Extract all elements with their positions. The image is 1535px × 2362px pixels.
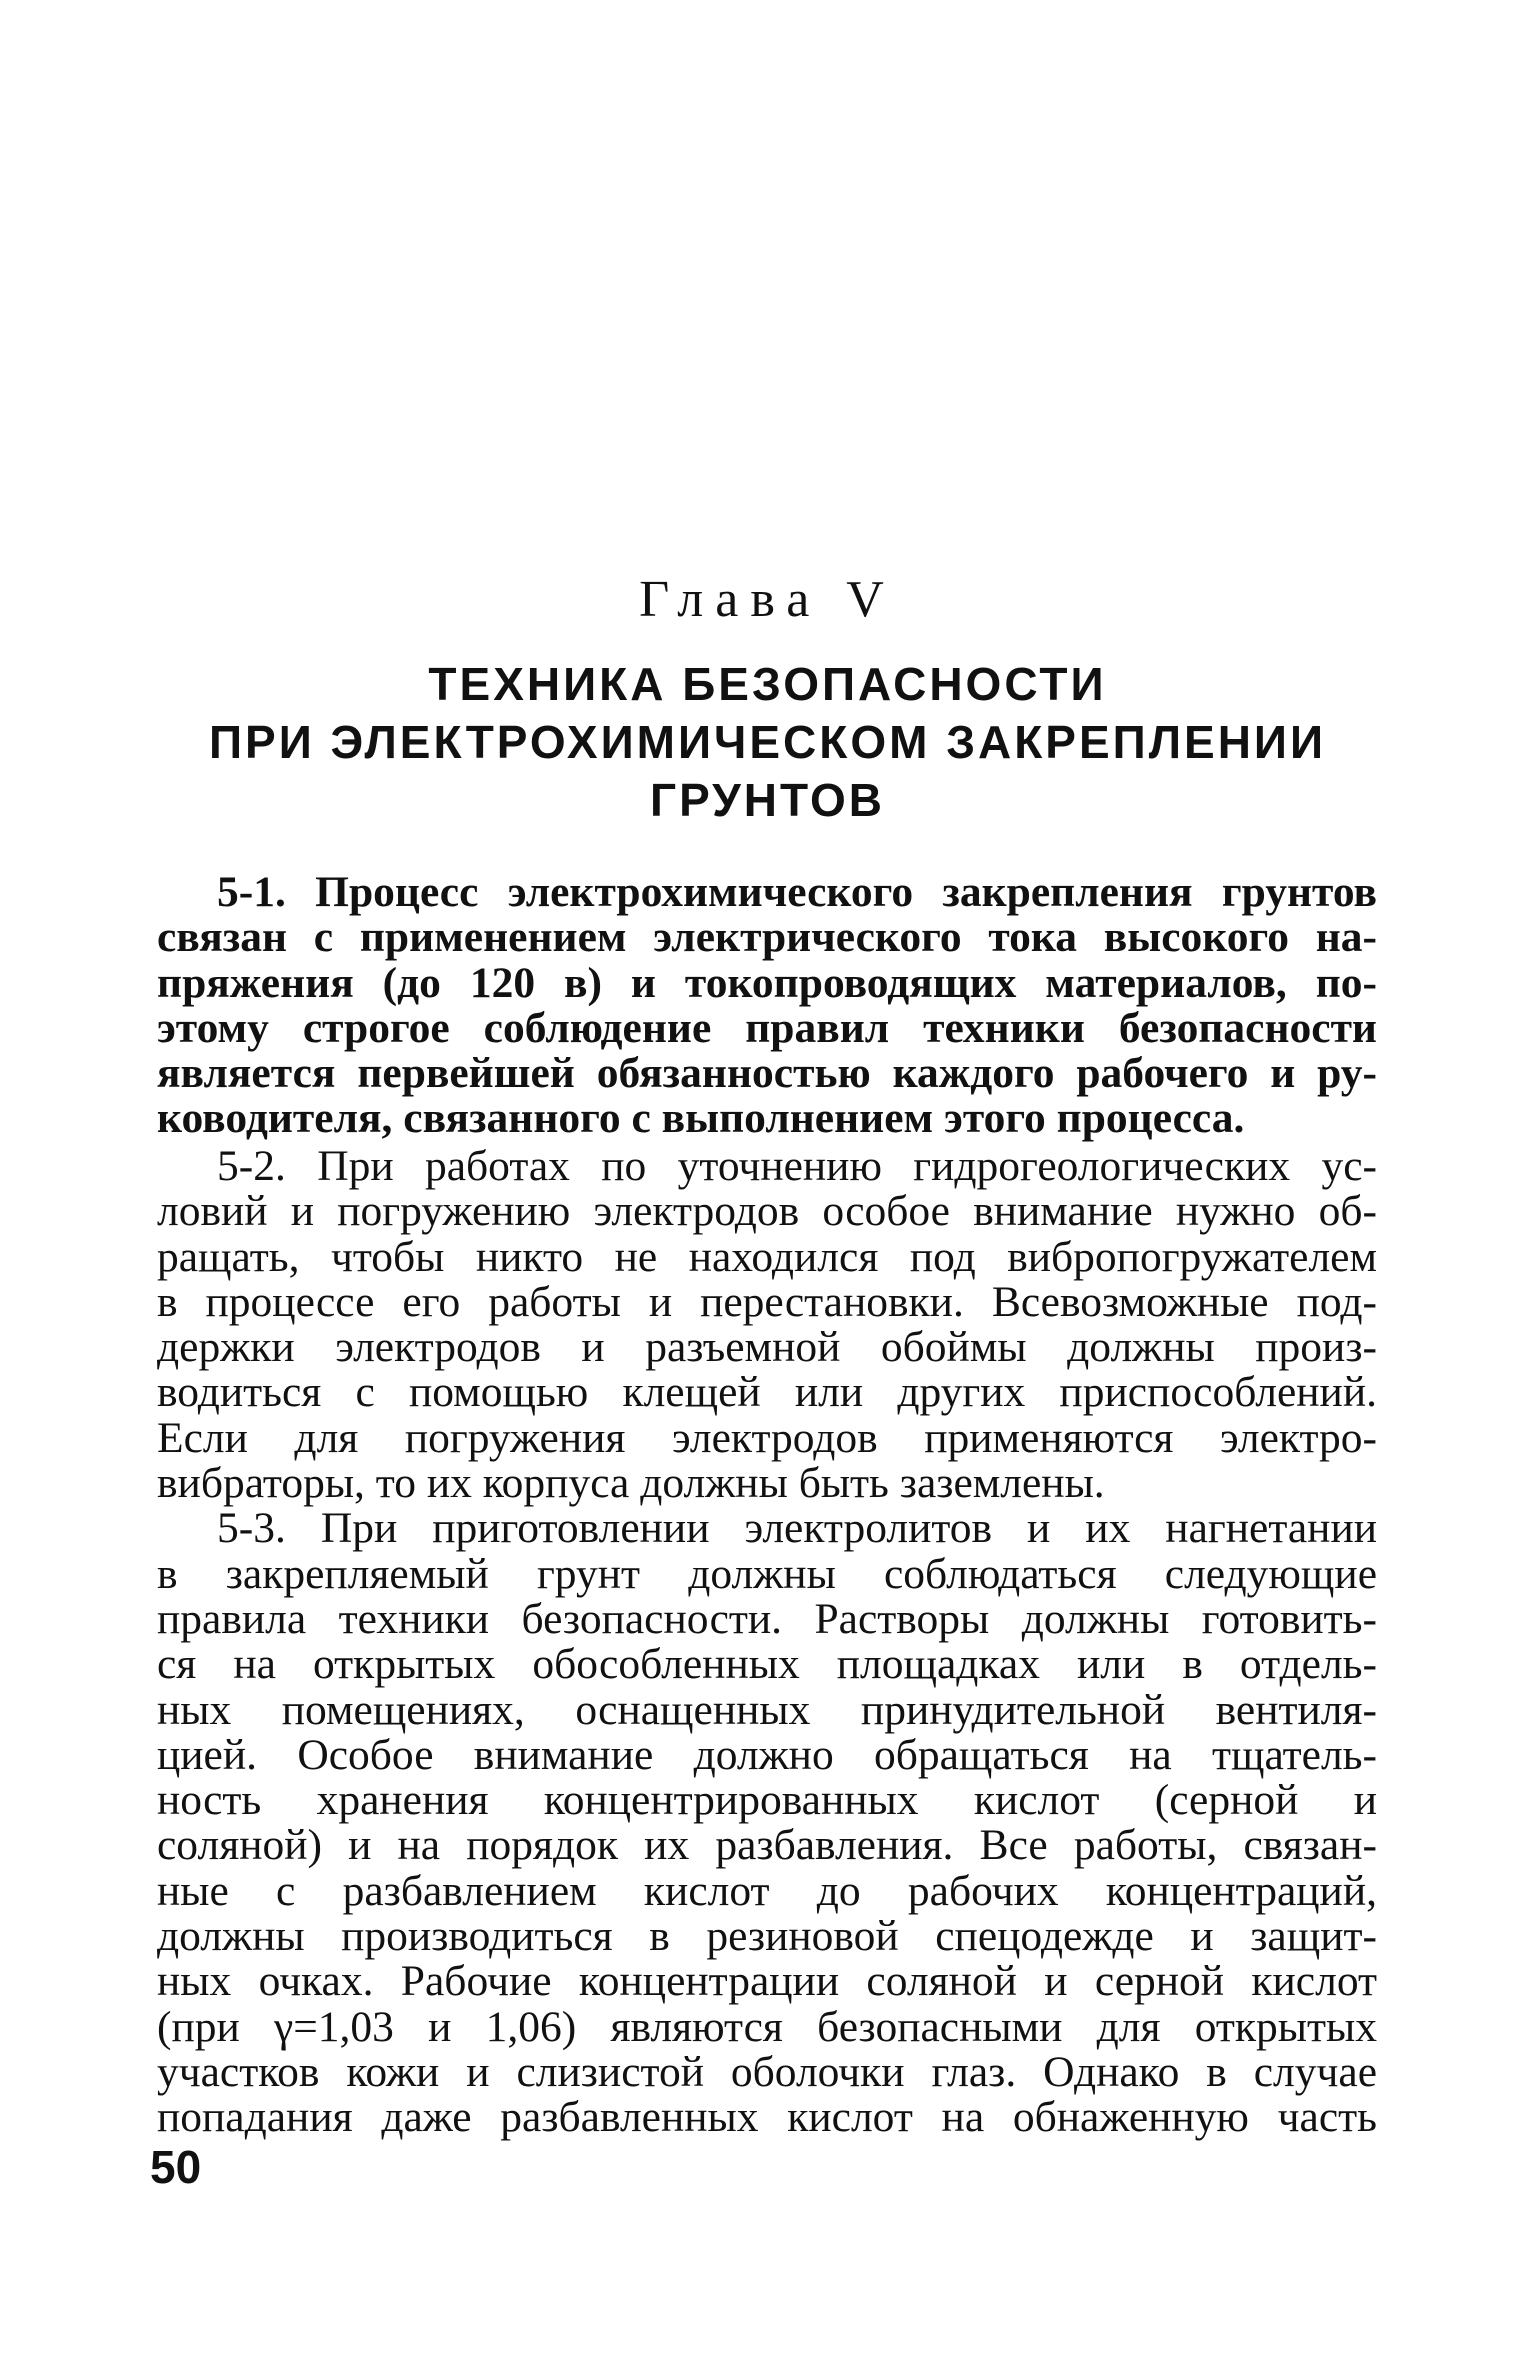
paragraph-line: ся на открытых обособленных площадках или в отдель- xyxy=(157,1640,1377,1689)
paragraph-line: ных очках. Рабочие концентрации соляной и серной кислот xyxy=(157,1957,1377,2006)
chapter-title-line: ПРИ ЭЛЕКТРОХИМИЧЕСКОМ ЗАКРЕПЛЕНИИ xyxy=(208,716,1327,768)
paragraph-line: ность хранения концентрированных кислот (серной и xyxy=(157,1776,1377,1825)
paragraph-line: вибраторы, то их корпуса должны быть заземлены. xyxy=(157,1459,1105,1508)
paragraph-line: в процессе его работы и перестановки. Всевозможные под- xyxy=(157,1277,1377,1326)
paragraph-line: в закрепляемый грунт должны соблюдаться следующие xyxy=(157,1549,1377,1598)
paragraph-line: 5-2. При работах по уточнению гидрогеологических ус- xyxy=(217,1142,1377,1190)
paragraph-line: этому строгое соблюдение правил техники безопасности xyxy=(157,1003,1377,1052)
paragraph-line: цией. Особое внимание должно обращаться на тщатель- xyxy=(157,1730,1377,1779)
paragraph-line: соляной) и на порядок их разбавления. Все работы, связан- xyxy=(157,1821,1377,1870)
paragraph-line: ловий и погружению электродов особое внимание нужно об- xyxy=(157,1187,1377,1236)
paragraph-line: ководителя, связанного с выполнением этого процесса. xyxy=(157,1094,1245,1143)
paragraph-line: 5-3. При приготовлении электролитов и их нагнетании xyxy=(217,1504,1377,1553)
paragraph-line: пряжения (до 120 в) и токопроводящих материалов, по- xyxy=(157,958,1377,1007)
paragraph-line: водиться с помощью клещей или других приспособлений. xyxy=(157,1368,1377,1417)
paragraph-line: ращать, чтобы никто не находился под вибропогружателем xyxy=(157,1232,1377,1281)
chapter-title-line: ТЕХНИКА БЕЗОПАСНОСТИ xyxy=(428,658,1107,710)
paragraph-line: ные с разбавлением кислот до рабочих концентраций, xyxy=(157,1866,1377,1915)
paragraph-line: участков кожи и слизистой оболочки глаз. Однако в случае xyxy=(157,2047,1377,2096)
paragraph-line: должны производиться в резиновой спецодежде и защит- xyxy=(157,1912,1377,1961)
section-5-1-paragraph xyxy=(157,870,1377,1142)
paragraph-line: попадания даже разбавленных кислот на обнаженную часть xyxy=(157,2093,1377,2142)
section-5-2-paragraph xyxy=(157,1144,1377,1506)
section-5-3-paragraph xyxy=(157,1506,1377,2140)
paragraph-line: правила техники безопасности. Растворы должны готовить- xyxy=(157,1594,1377,1643)
page-number: 50 xyxy=(150,2141,202,2193)
paragraph-line: Если для погружения электродов применяются электро- xyxy=(157,1413,1377,1462)
paragraph-line: (при γ=1,03 и 1,06) являются безопасными для открытых xyxy=(157,2002,1377,2051)
paragraph-line: связан с применением электрического тока высокого на- xyxy=(157,913,1377,962)
chapter-label: Глава V xyxy=(639,571,896,628)
paragraph-line: является первейшей обязанностью каждого рабочего и ру- xyxy=(157,1049,1377,1098)
paragraph-line: 5-1. Процесс электрохимического закрепления грунтов xyxy=(217,868,1377,916)
chapter-title xyxy=(0,655,1535,829)
paragraph-line: ных помещениях, оснащенных принудительной вентиля- xyxy=(157,1685,1377,1734)
paragraph-line: держки электродов и разъемной обоймы должны произ- xyxy=(157,1323,1377,1372)
chapter-title-line: ГРУНТОВ xyxy=(650,774,885,826)
body-text xyxy=(157,1144,1377,2141)
